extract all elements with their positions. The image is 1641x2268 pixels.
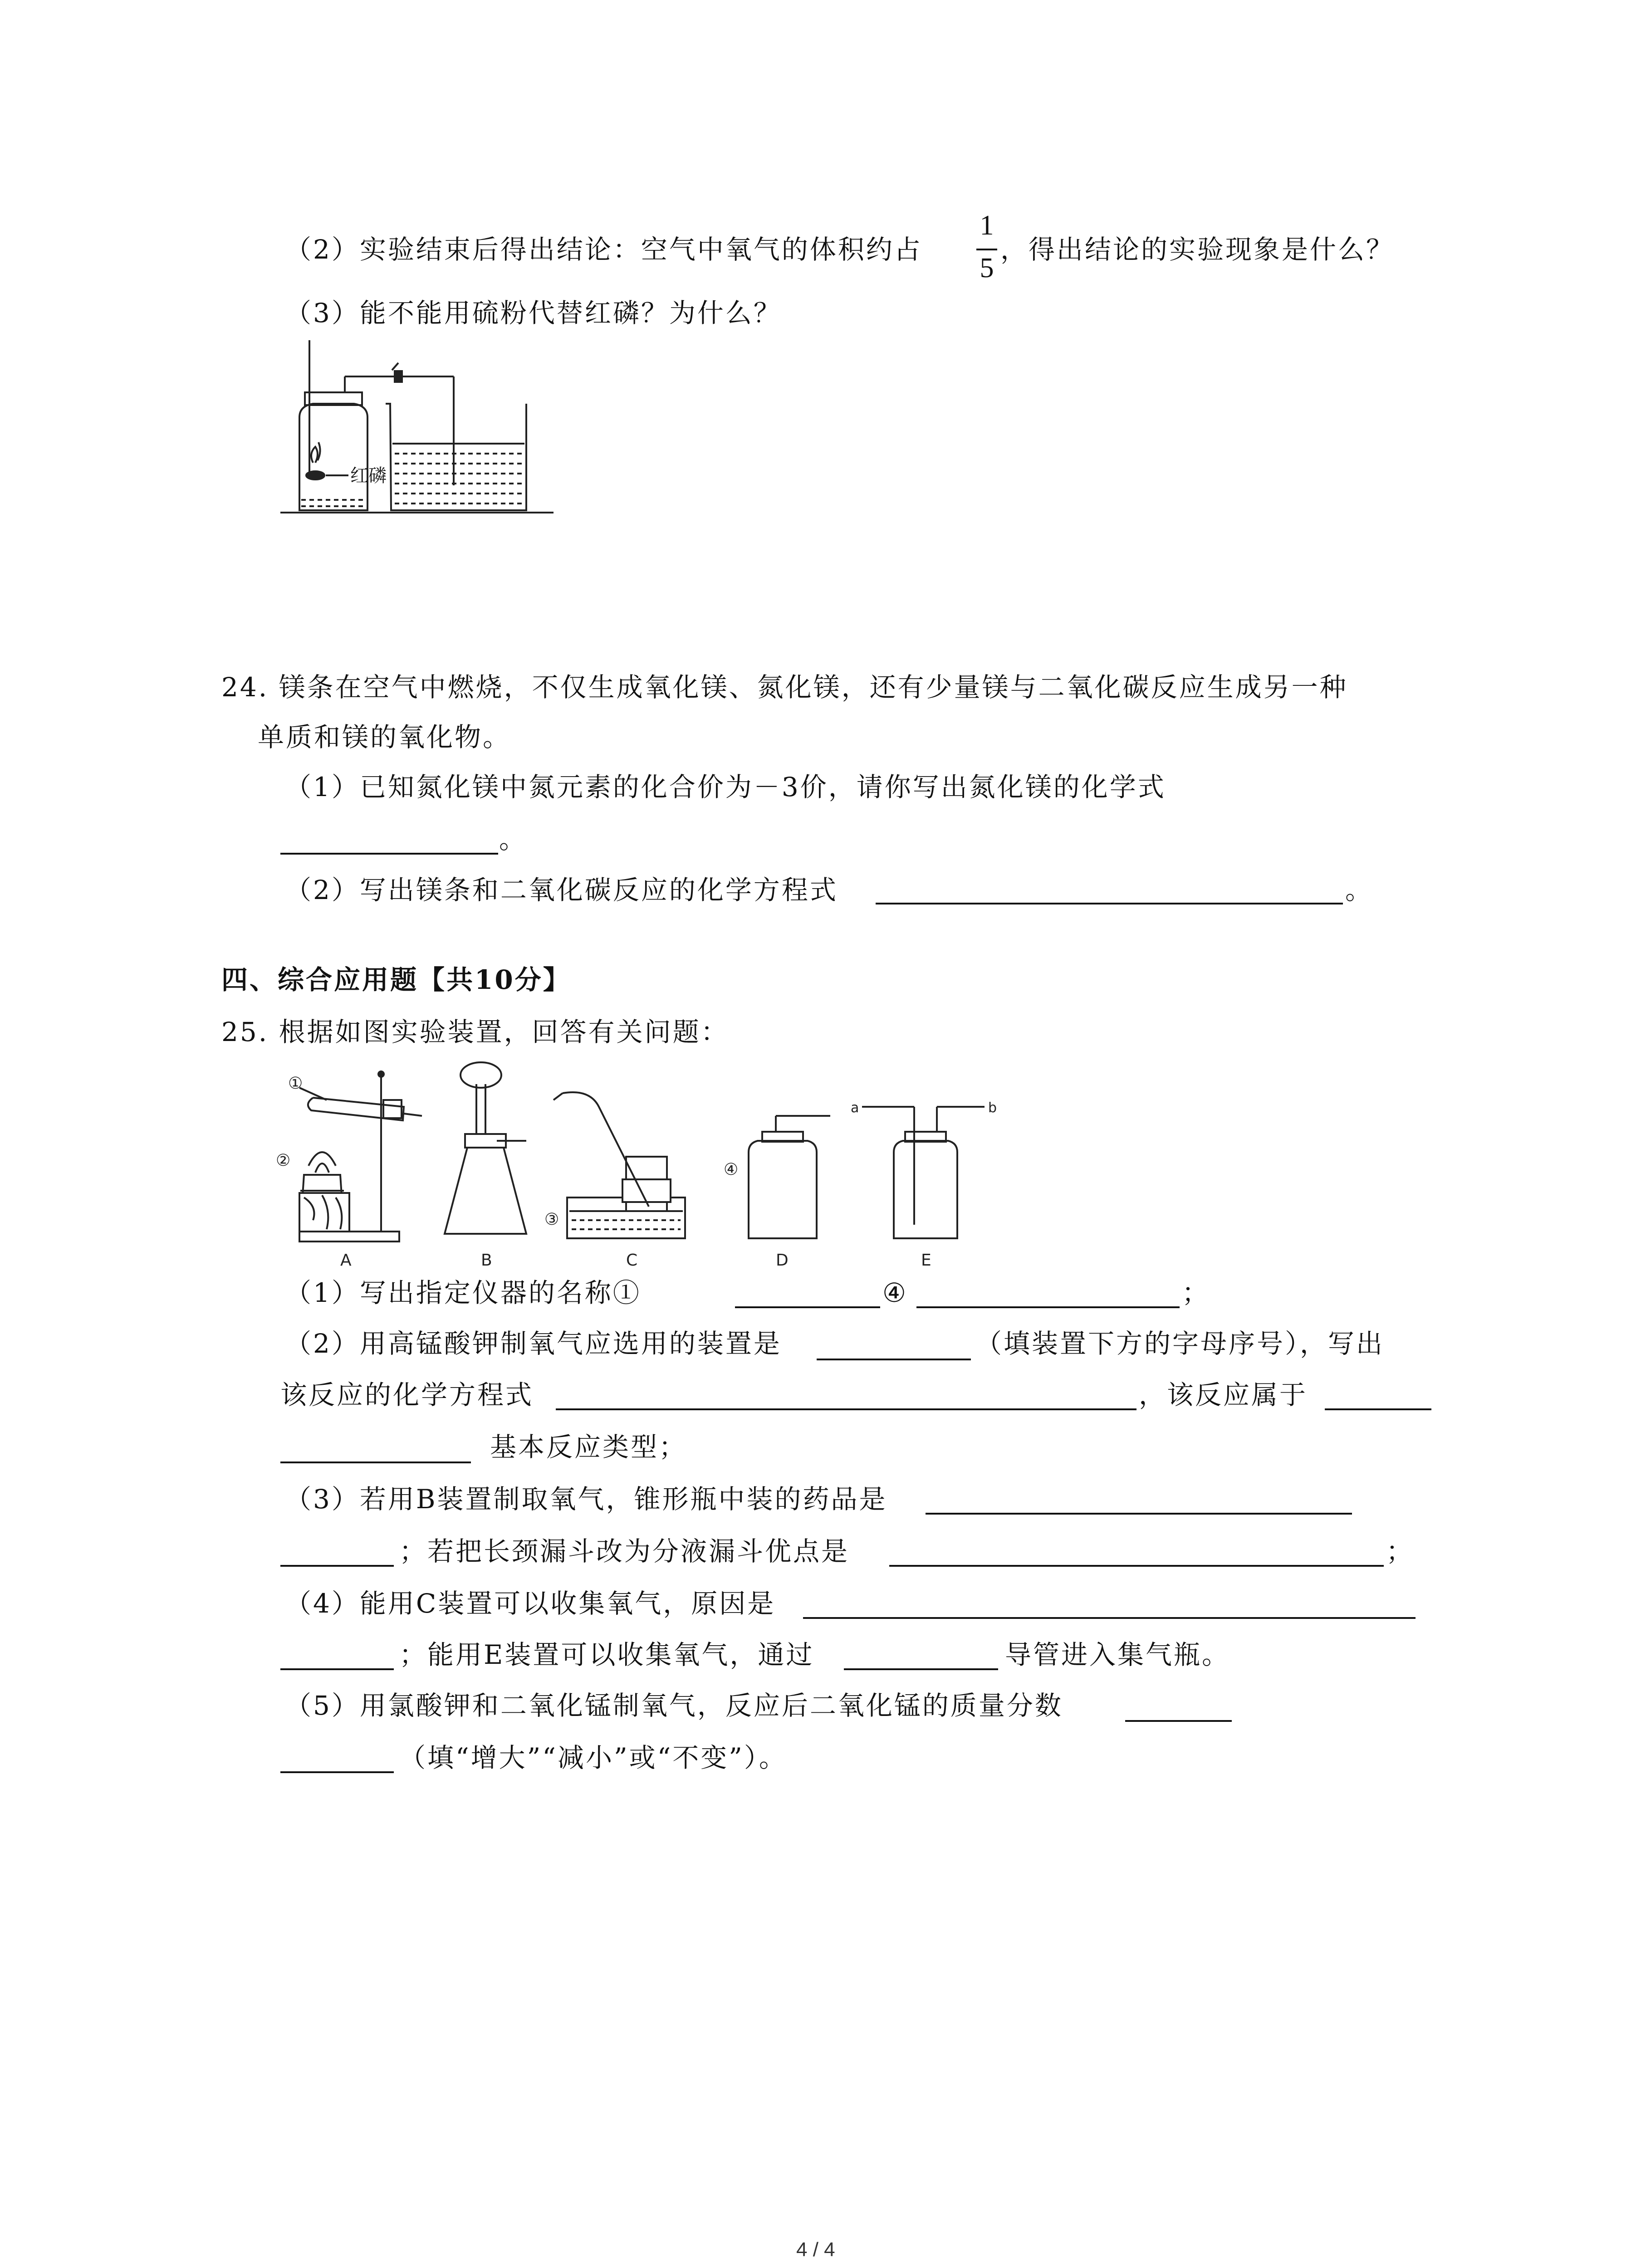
label-circled-1: ① (288, 1074, 303, 1093)
q25-part2-blank-device[interactable] (817, 1359, 971, 1360)
q23-part2-text: （2）实验结束后得出结论：空气中氧气的体积约占 (285, 234, 922, 265)
label-circled-3: ③ (544, 1210, 559, 1229)
q24-stem-line2: 单质和镁的氧化物。 (258, 722, 511, 753)
q25-part4-text-c: 导管进入集气瓶。 (1005, 1639, 1230, 1670)
q25-part4-text-a: （4）能用C装置可以收集氧气，原因是 (285, 1588, 776, 1619)
q25-part4-text-b: ；能用E装置可以收集氧气，通过 (399, 1639, 814, 1670)
q25-part3-blank-drug-cont[interactable] (280, 1565, 394, 1567)
label-circled-2: ② (276, 1151, 291, 1170)
q24-part1-text: （1）已知氮化镁中氮元素的化合价为－3价，请你写出氮化镁的化学式 (285, 772, 1166, 802)
q25-part3-blank-drug[interactable] (926, 1513, 1352, 1515)
q25-part4-blank-tube[interactable] (844, 1668, 998, 1670)
fraction-bar (976, 249, 997, 250)
label-b: b (988, 1100, 997, 1116)
label-C: C (626, 1251, 638, 1270)
label-A: A (340, 1251, 352, 1270)
q25-part4-blank-reason[interactable] (803, 1617, 1416, 1619)
q25-part5-blank-a[interactable] (1125, 1720, 1232, 1722)
label-a: a (851, 1100, 859, 1116)
q25-part3-text-a: （3）若用B装置制取氧气，锥形瓶中装的药品是 (285, 1484, 887, 1515)
q25-part1-circled-4: ④ (882, 1277, 908, 1308)
q25-part3-text-b: ；若把长颈漏斗改为分液漏斗优点是 (399, 1536, 850, 1567)
lab-apparatus-figure (272, 1057, 1007, 1270)
q25-part2-text-a: （2）用高锰酸钾制氧气应选用的装置是 (285, 1328, 782, 1359)
fraction-denominator: 5 (980, 253, 994, 284)
q24-part2-answer-blank[interactable] (876, 903, 1343, 904)
red-phosphorus-label: 红磷 (350, 465, 387, 486)
q24-stem-line1: 24. 镁条在空气中燃烧，不仅生成氧化镁、氮化镁，还有少量镁与二氧化碳反应生成另一种 (221, 672, 1348, 703)
q25-part5-blank-b[interactable] (280, 1771, 394, 1773)
label-D: D (776, 1251, 789, 1270)
q24-part1-end: 。 (499, 824, 528, 855)
q25-part2-text-e: 基本反应类型； (490, 1432, 687, 1462)
q23-part2-after: ，得出结论的实验现象是什么？ (1000, 234, 1395, 265)
q25-part3-end: ； (1386, 1536, 1415, 1567)
q25-part1-end: ； (1182, 1277, 1210, 1308)
q25-part4-blank-reason-cont[interactable] (280, 1668, 394, 1670)
q24-part1-answer-blank[interactable] (280, 853, 498, 855)
q25-intro: 25. 根据如图实验装置，回答有关问题： (221, 1017, 729, 1047)
q24-part2-end: 。 (1345, 875, 1374, 905)
red-phosphorus-apparatus-figure (272, 331, 563, 522)
page-number: 4 / 4 (796, 2239, 835, 2261)
fraction-numerator: 1 (980, 210, 994, 241)
q25-part2-text-c: 该反应的化学方程式 (280, 1379, 534, 1410)
label-B: B (481, 1251, 492, 1270)
q24-part2-text: （2）写出镁条和二氧化碳反应的化学方程式 (285, 875, 838, 905)
q25-part2-blank-type-b[interactable] (280, 1461, 471, 1463)
q25-part1-blank-4[interactable] (916, 1306, 1180, 1308)
q23-part3-text: （3）能不能用硫粉代替红磷？为什么？ (285, 298, 782, 328)
q25-part1-text: （1）写出指定仪器的名称① (285, 1277, 641, 1308)
label-circled-4: ④ (724, 1160, 739, 1179)
q25-part2-text-d: ，该反应属于 (1139, 1379, 1308, 1410)
q25-part3-blank-advantage[interactable] (889, 1565, 1384, 1567)
label-E: E (921, 1251, 931, 1270)
q25-part2-blank-equation[interactable] (556, 1408, 1136, 1410)
q25-part1-blank-1[interactable] (735, 1306, 880, 1308)
section-4-title: 四、综合应用题【共10分】 (221, 964, 571, 995)
q25-part2-blank-type-a[interactable] (1325, 1408, 1431, 1410)
q25-part5-text-a: （5）用氯酸钾和二氧化锰制氧气，反应后二氧化锰的质量分数 (285, 1690, 1063, 1721)
q25-part2-text-b: （填装置下方的字母序号），写出 (975, 1328, 1385, 1359)
q25-part5-text-b: （填“增大”“减小”或“不变”）。 (399, 1742, 787, 1773)
